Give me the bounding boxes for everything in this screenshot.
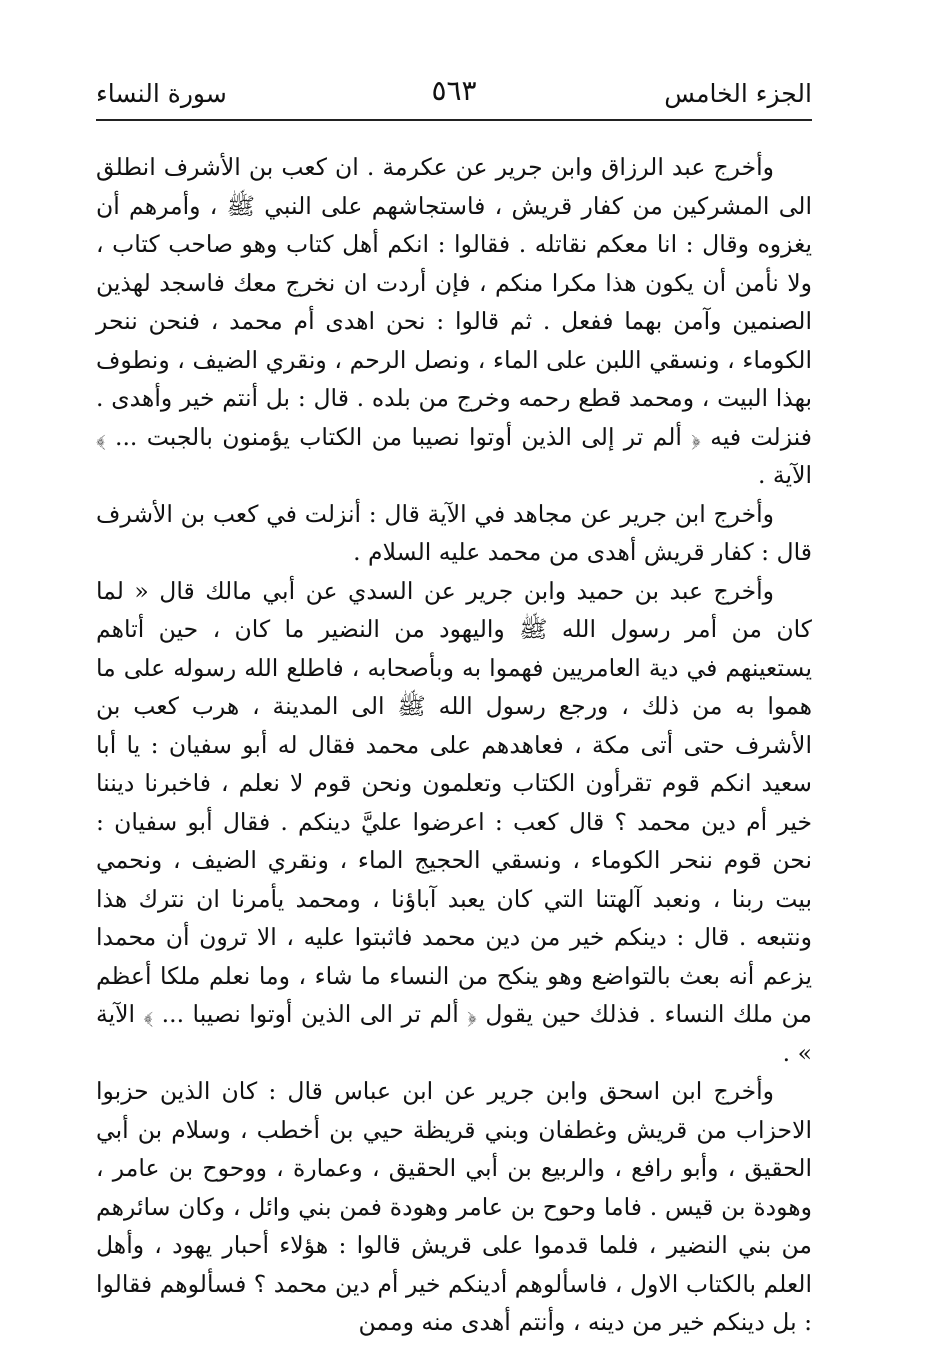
page-body: [96, 148, 812, 1336]
page-header: [96, 72, 812, 116]
paragraph-mujahid: وأخرج ابن جرير عن مجاهد في الآية قال : أنزلت في كعب بن الأشرف قال : كفار قريش أهدى من محمد عليه السلام .: [96, 499, 812, 566]
part-title: الجزء الخامس: [664, 79, 812, 108]
paragraph-abu-malik: وأخرج عبد بن حميد وابن جرير عن السدي عن أبي مالك قال « لما كان من أمر رسول الله ﷺ واليهود من النضير ما كان ، حين أتاهم يستعينهم في دية العامريين فهموا به وبأصحابه ، فاطلع الله رسوله على ما هموا به من ذلك ، ورجع رسول الله ﷺ الى المدينة ، هرب كعب بن الأشرف حتى أتى مكة ، فعاهدهم على محمد فقال له أبو سفيان : يا أبا سعيد انكم قوم تقرأون الكتاب وتعلمون ونحن قوم لا نعلم ، فاخبرنا ديننا خير أم دين محمد ؟ قال كعب : اعرضوا عليَّ دينكم . فقال أبو سفيان : نحن قوم ننحر الكوماء ، ونسقي الحجيج الماء ، ونقري الضيف ، ونحمي بيت ربنا ، ونعبد آلهتنا التي كان يعبد آباؤنا ، ومحمد يأمرنا ان نترك هذا ونتبعه . قال : دينكم خير من دين محمد فاثبتوا عليه ، الا ترون أن محمدا يزعم أنه بعث بالتواضع وهو ينكح من النساء ما شاء ، وما نعلم ملكا أعظم من ملك النساء . فذلك حين يقول ﴿ ألم تر الى الذين أوتوا نصيبا ... ﴾ الآية » .: [96, 576, 812, 1067]
paragraph-ikrimah: وأخرج عبد الرزاق وابن جرير عن عكرمة . ان كعب بن الأشرف انطلق الى المشركين من كفار قريش ، فاستجاشهم على النبي ﷺ ، وأمرهم أن يغزوه وقال : انا معكم نقاتله . فقالوا : انكم أهل كتاب وهو صاحب كتاب ، ولا نأمن أن يكون هذا مكرا منكم ، فإن أردت ان نخرج معك فاسجد لهذين الصنمين وآمن بهما ففعل . ثم قالوا : نحن اهدى أم محمد ، فنحن ننحر الكوماء ، ونسقي اللبن على الماء ، ونصل الرحم ، ونقري الضيف ، ونطوف بهذا البيت ، ومحمد قطع رحمه وخرج من بلده . قال : بل أنتم خير وأهدى . فنزلت فيه ﴿ ألم تر إلى الذين أوتوا نصيبا من الكتاب يؤمنون بالجبت ... ﴾ الآية .: [96, 153, 812, 489]
page-number: ٥٦٣: [431, 74, 477, 107]
paragraph-ibn-abbas: وأخرج ابن اسحق وابن جرير عن ابن عباس قال : كان الذين حزبوا الاحزاب من قريش وغطفان وبني قريظة حيي بن أخطب ، وسلام بن أبي الحقيق ، وأبو رافع ، والربيع بن أبي الحقيق ، وعمارة ، ووحوح بن عامر ، وهودة بن قيس . فاما وحوح بن عامر وهودة فمن بني وائل ، وكان سائرهم من بني النضير ، فلما قدموا على قريش قالوا : هؤلاء أحبار يهود ، وأهل العلم بالكتاب الاول ، فاسألوهم أدينكم خير أم دين محمد ؟ فسألوهم فقالوا : بل دينكم خير من دينه ، وأنتم أهدى منه وممن: [96, 1077, 812, 1336]
surah-title: سورة النساء: [96, 79, 227, 108]
header-divider: [96, 119, 812, 121]
